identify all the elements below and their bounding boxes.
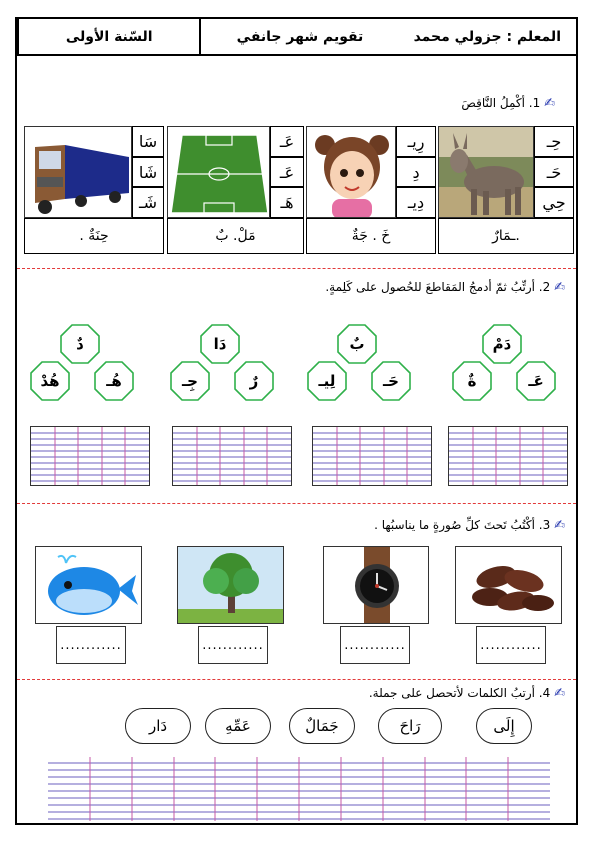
exercise1-column-girl	[306, 126, 436, 254]
syllable-octagon	[234, 361, 274, 401]
exercise1-column-donkey	[438, 126, 574, 254]
section4-instruction: أرتبُ الكلمات لأتحصل على جملة.	[368, 686, 535, 700]
syllable-text: ةٌ	[467, 372, 477, 390]
teacher-name: المعلم : جزولي محمد	[413, 28, 561, 45]
section3-heading	[374, 518, 565, 533]
section-divider	[17, 503, 576, 504]
syllable-cell: دِ	[396, 157, 436, 187]
girl-image	[306, 126, 396, 218]
syllable-text: دَمْ	[492, 335, 512, 353]
syllable-cell: حَـ	[534, 157, 574, 187]
section-divider	[17, 679, 576, 680]
word-answer-cell[interactable]: خَ . جَةٌ	[306, 218, 436, 254]
syllable-text: دَا	[213, 335, 227, 353]
football-field-image	[167, 126, 270, 218]
grade-label: السّنة الأولى	[17, 19, 199, 54]
handwriting-box[interactable]	[172, 426, 292, 486]
section3-instruction: أكْتُبُ تَحتَ كلِّ صُورةٍ ما يناسبُها .	[374, 518, 535, 532]
syllable-text: رٌ	[249, 372, 259, 390]
syllable-cell: شَا	[132, 157, 164, 187]
donkey-image	[438, 126, 534, 218]
section2-number: 2.	[538, 280, 551, 294]
syllable-cell: هَـ	[270, 187, 304, 218]
answer-blank[interactable]: ............	[340, 626, 410, 664]
syllable-octagon	[60, 324, 100, 364]
answer-blank[interactable]: ............	[476, 626, 546, 664]
syllable-octagon	[452, 361, 492, 401]
syllable-text: جِـ	[182, 372, 198, 390]
section2-instruction: أرتِّبُ ثمّ أدمجُ المَقاطعَ للحُصول على كَلِمةٍ.	[325, 280, 535, 294]
handwriting-box[interactable]	[448, 426, 568, 486]
word-card[interactable]: جَمَالٌ	[289, 708, 355, 744]
syllable-cell: دِيـ	[396, 187, 436, 218]
section1-instruction: أكْمِلُ النَّاقِصَ	[461, 96, 525, 110]
syllable-octagon	[371, 361, 411, 401]
writing-hand-icon: ✍	[554, 280, 565, 295]
syllable-text: بٌ	[349, 335, 365, 353]
syllable-cell: عَـ	[270, 157, 304, 187]
sentence-writing-lines[interactable]	[48, 757, 550, 821]
handwriting-box[interactable]	[312, 426, 432, 486]
header-bar	[15, 17, 578, 56]
syllable-cell: حِـ	[534, 126, 574, 157]
word-card[interactable]: إِلَى	[476, 708, 532, 744]
syllable-text: لِيـ	[318, 372, 336, 390]
syllable-octagon	[30, 361, 70, 401]
syllable-octagon	[516, 361, 556, 401]
tree-image	[177, 546, 284, 624]
syllable-text: دٌ	[76, 335, 84, 353]
syllable-cell: سَا	[132, 126, 164, 157]
syllable-text: هُـ	[106, 372, 122, 390]
syllable-cell: رِيـ	[396, 126, 436, 157]
syllable-octagon	[94, 361, 134, 401]
section1-number: 1.	[528, 96, 541, 110]
exercise1-column-field	[167, 126, 304, 254]
watch-image	[323, 546, 429, 624]
syllable-text: حَـ	[383, 372, 399, 390]
section4-heading	[369, 686, 565, 701]
word-answer-cell[interactable]: ـمَارٌ.	[438, 218, 574, 254]
writing-hand-icon: ✍	[544, 96, 555, 111]
section4-number: 4.	[538, 686, 551, 700]
writing-hand-icon: ✍	[554, 518, 565, 533]
writing-hand-icon: ✍	[554, 686, 565, 701]
word-answer-cell[interactable]: . حِنَةٌ	[24, 218, 164, 254]
answer-blank[interactable]: ............	[56, 626, 126, 664]
syllable-octagon	[482, 324, 522, 364]
syllable-octagon	[307, 361, 347, 401]
section2-heading	[325, 280, 565, 295]
truck-image	[24, 126, 132, 218]
word-card[interactable]: عَمِّهِ	[205, 708, 271, 744]
syllable-octagon	[200, 324, 240, 364]
section1-heading	[461, 96, 555, 111]
section-divider	[17, 268, 576, 269]
exercise1-column-truck	[24, 126, 164, 254]
syllable-octagon	[170, 361, 210, 401]
whale-image	[35, 546, 142, 624]
word-card[interactable]: رَاحَ	[378, 708, 442, 744]
syllable-octagon	[337, 324, 377, 364]
section3-number: 3.	[538, 518, 551, 532]
dates-image	[455, 546, 562, 624]
word-answer-cell[interactable]: مَلْ. بٌ	[167, 218, 304, 254]
syllable-cell: حِي	[534, 187, 574, 218]
word-card[interactable]: دَار	[125, 708, 191, 744]
syllable-text: هُدْ	[40, 372, 60, 390]
syllable-text: عَـ	[528, 372, 544, 390]
answer-blank[interactable]: ............	[198, 626, 268, 664]
handwriting-box[interactable]	[30, 426, 150, 486]
syllable-cell: عَـ	[270, 126, 304, 157]
syllable-cell: شَـ	[132, 187, 164, 218]
assessment-title: تقويم شهر جانفي	[199, 19, 398, 54]
